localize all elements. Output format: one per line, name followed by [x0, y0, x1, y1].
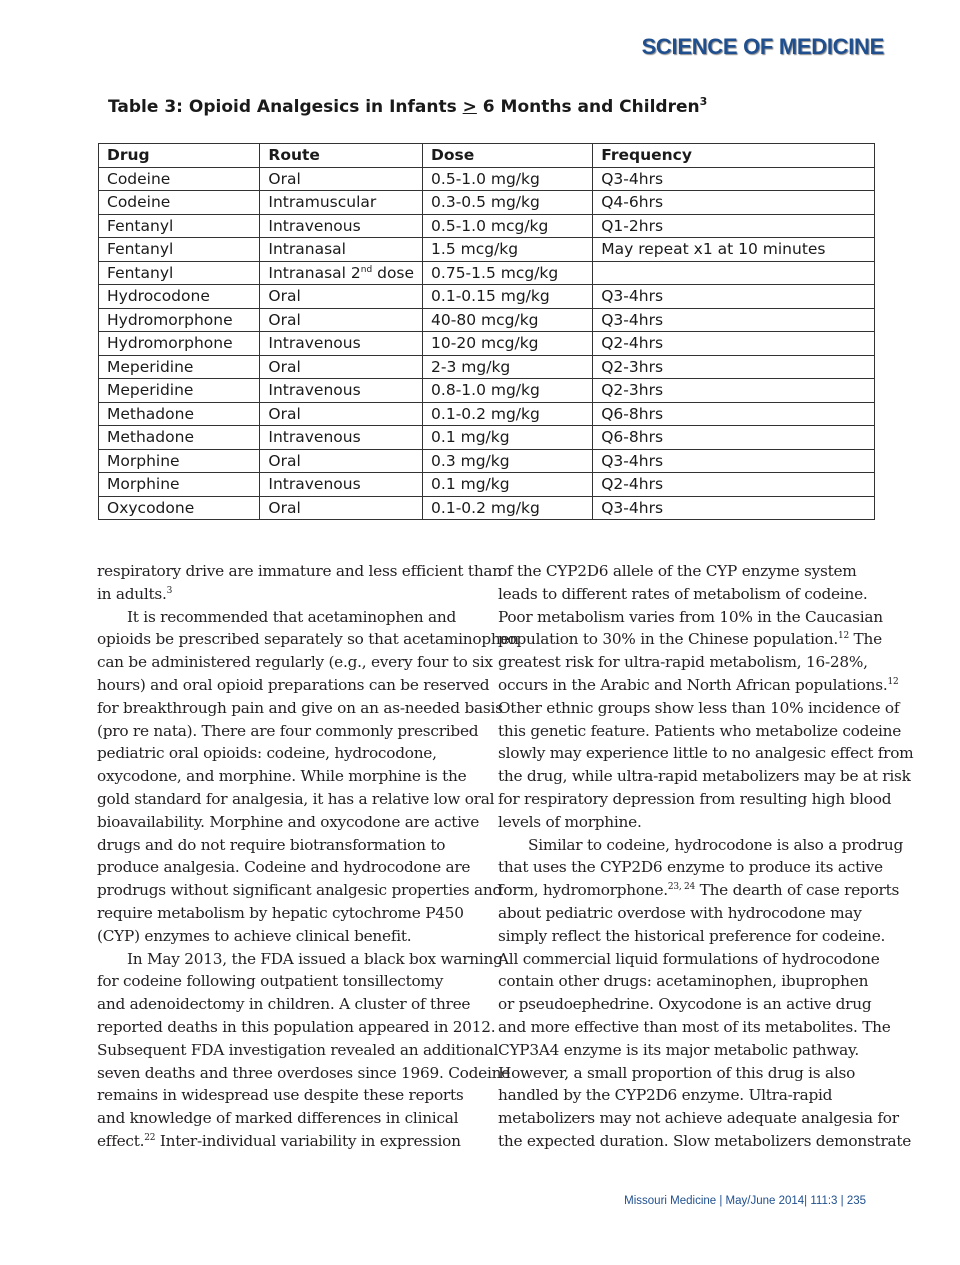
table-row	[99, 308, 875, 332]
text-line-content: However, a small proportion of this drug is also	[498, 1063, 856, 1082]
column-header-dose: Dose	[423, 144, 593, 168]
text-line-content: effect.	[97, 1131, 145, 1150]
text-line-content: Other ethnic groups show less than 10% incidence of	[498, 698, 900, 717]
text-line	[498, 970, 883, 993]
table-row	[99, 285, 875, 309]
text-line-content: greatest risk for ultra-rapid metabolism, 16-28%,	[498, 653, 868, 672]
text-line-content: and more effective than most of its metabolites. The	[498, 1017, 891, 1036]
text-line	[498, 1084, 883, 1107]
text-line-content: the expected duration. Slow metabolizers demonstrate	[498, 1131, 912, 1150]
table-title-ge-symbol: >	[462, 97, 477, 117]
text-line	[97, 560, 502, 583]
text-line	[97, 1130, 482, 1153]
text-line-content: form, hydromorphone.	[498, 881, 668, 900]
text-line-content: remains in widespread use despite these reports	[97, 1086, 464, 1105]
table-row	[99, 426, 875, 450]
cell-drug: Meperidine	[99, 379, 260, 403]
cell-route	[260, 355, 423, 379]
table-row	[99, 379, 875, 403]
citation-superscript: 12	[887, 676, 899, 687]
text-line-content: pediatric oral opioids: codeine, hydrocodone,	[97, 744, 437, 763]
text-line	[97, 925, 482, 948]
page-footer: Missouri Medicine | May/June 2014| 111:3 | 235	[624, 1195, 866, 1207]
cell-route	[260, 332, 423, 356]
text-line	[498, 674, 899, 697]
cell-frequency	[593, 261, 875, 285]
cell-drug: Meperidine	[99, 355, 260, 379]
cell-drug: Hydrocodone	[99, 285, 260, 309]
cell-route	[260, 261, 423, 285]
text-line	[498, 1130, 912, 1153]
cell-drug: Hydromorphone	[99, 332, 260, 356]
text-line-content: occurs in the Arabic and North African populations.	[498, 675, 888, 694]
cell-dose: 0.75-1.5 mcg/kg	[423, 261, 593, 285]
text-line-continuation: The dearth of case reports	[695, 881, 900, 900]
body-text-right-column	[498, 560, 914, 1153]
text-line-content: drugs and do not require biotransformation to	[97, 835, 446, 854]
cell-dose: 0.1-0.15 mg/kg	[423, 285, 593, 309]
section-header: SCIENCE OF MEDICINE	[641, 34, 884, 59]
table-row	[99, 261, 875, 285]
cell-route	[260, 191, 423, 215]
text-line-content: leads to different rates of metabolism of codeine.	[498, 584, 868, 603]
cell-dose: 0.1-0.2 mg/kg	[423, 402, 593, 426]
table-body	[99, 167, 875, 520]
table-row	[99, 496, 875, 520]
cell-route	[260, 496, 423, 520]
text-line	[97, 720, 482, 743]
text-line-content: contain other drugs: acetaminophen, ibuprophen	[498, 972, 869, 991]
text-line	[498, 788, 892, 811]
text-line-content: in adults.	[97, 584, 167, 603]
cell-frequency: May repeat x1 at 10 minutes	[593, 238, 875, 262]
text-line-content: for respiratory depression from resulting high blood	[498, 789, 892, 808]
text-line-content: or pseudoephedrine. Oxycodone is an active drug	[498, 995, 872, 1014]
cell-route-text: Intranasal	[268, 240, 346, 259]
text-line-content: prodrugs without significant analgesic properties and	[97, 881, 503, 900]
cell-route-text: Intravenous	[268, 475, 361, 494]
text-line-content: slowly may experience little to no analgesic effect from	[498, 744, 914, 763]
table-row	[99, 402, 875, 426]
cell-dose: 0.1-0.2 mg/kg	[423, 496, 593, 520]
text-line	[498, 856, 883, 879]
text-line-content: In May 2013, the FDA issued a black box warning	[127, 949, 503, 968]
text-line	[97, 879, 503, 902]
cell-route-text: Intravenous	[268, 334, 361, 353]
cell-frequency: Q3-4hrs	[593, 167, 875, 191]
cell-frequency: Q3-4hrs	[593, 308, 875, 332]
text-line-content: about pediatric overdose with hydrocodone may	[498, 903, 862, 922]
text-line-content: seven deaths and three overdoses since 1969. Codeine	[97, 1063, 511, 1082]
cell-route	[260, 402, 423, 426]
text-line	[97, 1107, 482, 1130]
text-line	[498, 720, 902, 743]
cell-route-text: Intravenous	[268, 428, 361, 447]
cell-drug: Fentanyl	[99, 214, 260, 238]
text-line-content: All commercial liquid formulations of hydrocodone	[498, 949, 880, 968]
column-header-drug: Drug	[99, 144, 260, 168]
cell-dose: 40-80 mcg/kg	[423, 308, 593, 332]
cell-drug: Methadone	[99, 426, 260, 450]
text-line	[498, 765, 911, 788]
cell-drug: Fentanyl	[99, 238, 260, 262]
text-line-content: that uses the CYP2D6 enzyme to produce its active	[498, 858, 883, 877]
text-line	[498, 925, 886, 948]
cell-dose: 2-3 mg/kg	[423, 355, 593, 379]
cell-frequency: Q3-4hrs	[593, 285, 875, 309]
cell-route-text: Oral	[268, 498, 301, 517]
text-line-content: and knowledge of marked differences in clinical	[97, 1109, 459, 1128]
text-line-content: Similar to codeine, hydrocodone is also a prodrug	[528, 835, 904, 854]
table-title	[108, 95, 707, 117]
text-line	[498, 583, 883, 606]
cell-frequency: Q4-6hrs	[593, 191, 875, 215]
table-row	[99, 332, 875, 356]
text-line-content: oxycodone, and morphine. While morphine is the	[97, 767, 467, 786]
table-header-row	[99, 144, 875, 168]
text-line	[97, 651, 493, 674]
cell-dose: 0.1 mg/kg	[423, 473, 593, 497]
text-line-content: (CYP) enzymes to achieve clinical benefit.	[97, 926, 412, 945]
citation-superscript: 12	[837, 631, 849, 642]
text-line	[97, 856, 482, 879]
table-row	[99, 167, 875, 191]
text-line-content: Poor metabolism varies from 10% in the Caucasian	[498, 607, 883, 626]
citation-superscript: 3	[166, 585, 173, 596]
citation-superscript: 22	[144, 1132, 156, 1143]
cell-frequency: Q2-3hrs	[593, 379, 875, 403]
cell-route-text: Oral	[268, 287, 301, 306]
cell-route-text: Oral	[268, 451, 301, 470]
text-line-content: Subsequent FDA investigation revealed an additional	[97, 1040, 499, 1059]
text-line-content: population to 30% in the Chinese population.	[498, 630, 838, 649]
text-line	[498, 879, 900, 902]
cell-frequency: Q6-8hrs	[593, 402, 875, 426]
cell-route-text: Oral	[268, 404, 301, 423]
text-line	[498, 993, 883, 1016]
text-line-content: handled by the CYP2D6 enzyme. Ultra-rapid	[498, 1086, 833, 1105]
table-row	[99, 473, 875, 497]
text-line-content: hours) and oral opioid preparations can be reserved	[97, 675, 490, 694]
table-row	[99, 449, 875, 473]
table-row	[99, 238, 875, 262]
cell-route	[260, 449, 423, 473]
cell-frequency: Q2-4hrs	[593, 332, 875, 356]
cell-route	[260, 214, 423, 238]
table-row	[99, 214, 875, 238]
cell-drug: Codeine	[99, 167, 260, 191]
cell-route-text: Oral	[268, 357, 301, 376]
cell-route-text: Oral	[268, 310, 301, 329]
text-line-content: (pro re nata). There are four commonly prescribed	[97, 721, 479, 740]
text-line	[498, 560, 883, 583]
cell-route	[260, 426, 423, 450]
text-line-content: and adenoidectomy in children. A cluster of three	[97, 995, 471, 1014]
cell-route-text: Intravenous	[268, 216, 361, 235]
text-line-content: the drug, while ultra-rapid metabolizers may be at risk	[498, 767, 911, 786]
text-line	[498, 811, 883, 834]
cell-route-text: Intranasal 2	[268, 263, 361, 282]
text-line-content: respiratory drive are immature and less efficient than	[97, 562, 502, 580]
cell-drug: Oxycodone	[99, 496, 260, 520]
cell-drug: Morphine	[99, 449, 260, 473]
text-line	[97, 674, 490, 697]
cell-route-text: Oral	[268, 169, 301, 188]
text-line	[97, 765, 482, 788]
cell-dose: 0.5-1.0 mcg/kg	[423, 214, 593, 238]
column-header-frequency: Frequency	[593, 144, 875, 168]
text-line	[97, 834, 482, 857]
text-line-content: this genetic feature. Patients who metabolize codeine	[498, 721, 902, 740]
cell-frequency: Q2-3hrs	[593, 355, 875, 379]
text-line-content: require metabolism by hepatic cytochrome P450	[97, 903, 464, 922]
text-line	[97, 1084, 482, 1107]
cell-frequency: Q2-4hrs	[593, 473, 875, 497]
cell-route-text: Intramuscular	[268, 193, 377, 212]
text-line-content: bioavailability. Morphine and oxycodone are active	[97, 812, 480, 831]
text-line	[97, 628, 519, 651]
cell-frequency: Q1-2hrs	[593, 214, 875, 238]
text-line-content: reported deaths in this population appeared in 2012.	[97, 1017, 496, 1036]
text-line-content: levels of morphine.	[498, 812, 642, 831]
text-line	[498, 1039, 883, 1062]
text-line	[498, 651, 883, 674]
cell-drug: Fentanyl	[99, 261, 260, 285]
text-line	[498, 834, 904, 857]
cell-route	[260, 308, 423, 332]
cell-drug: Methadone	[99, 402, 260, 426]
text-line-content: simply reflect the historical preference for codeine.	[498, 926, 886, 945]
column-header-route: Route	[260, 144, 423, 168]
cell-dose: 0.5-1.0 mg/kg	[423, 167, 593, 191]
text-line	[97, 970, 482, 993]
text-line-continuation: The	[848, 630, 882, 649]
text-line-content: produce analgesia. Codeine and hydrocodone are	[97, 858, 471, 877]
cell-dose: 1.5 mcg/kg	[423, 238, 593, 262]
text-line	[498, 948, 883, 971]
cell-frequency: Q3-4hrs	[593, 496, 875, 520]
table-row	[99, 191, 875, 215]
text-line	[97, 811, 482, 834]
cell-route-suffix: dose	[372, 263, 415, 282]
cell-frequency: Q6-8hrs	[593, 426, 875, 450]
table-title-prefix: Table 3: Opioid Analgesics in Infants	[108, 97, 463, 117]
cell-frequency: Q3-4hrs	[593, 449, 875, 473]
text-line	[97, 697, 503, 720]
cell-route	[260, 285, 423, 309]
text-line-content: gold standard for analgesia, it has a relative low oral	[97, 789, 495, 808]
text-line	[97, 1062, 511, 1085]
text-line	[498, 628, 883, 651]
text-line	[97, 788, 495, 811]
text-line	[498, 1107, 899, 1130]
cell-drug: Hydromorphone	[99, 308, 260, 332]
text-line-content: for codeine following outpatient tonsillectomy	[97, 972, 444, 991]
cell-dose: 0.3-0.5 mg/kg	[423, 191, 593, 215]
text-line-continuation: Inter-individual variability in expression	[155, 1131, 461, 1150]
cell-dose: 0.3 mg/kg	[423, 449, 593, 473]
text-line-content: can be administered regularly (e.g., every four to six	[97, 653, 493, 672]
text-line	[97, 948, 503, 971]
text-line	[498, 742, 914, 765]
text-line	[498, 902, 883, 925]
text-line-content: of the CYP2D6 allele of the CYP enzyme system	[498, 562, 857, 580]
text-line	[97, 993, 482, 1016]
text-line	[97, 606, 482, 629]
text-line	[97, 583, 482, 606]
text-line-content: opioids be prescribed separately so that acetaminophen	[97, 630, 519, 649]
cell-route-ordinal: nd	[360, 264, 373, 275]
cell-route	[260, 473, 423, 497]
text-line	[97, 1016, 496, 1039]
text-line	[498, 1016, 891, 1039]
cell-route-text: Intravenous	[268, 381, 361, 400]
opioid-dosing-table	[98, 143, 875, 520]
table-title-mid: 6 Months and Children	[476, 97, 700, 117]
text-line	[498, 606, 883, 629]
table-row	[99, 355, 875, 379]
cell-dose: 0.1 mg/kg	[423, 426, 593, 450]
text-line-content: CYP3A4 enzyme is its major metabolic pathway.	[498, 1040, 859, 1059]
cell-dose: 10-20 mcg/kg	[423, 332, 593, 356]
text-line	[97, 742, 482, 765]
cell-drug: Codeine	[99, 191, 260, 215]
text-line-content: for breakthrough pain and give on an as-needed basis	[97, 698, 503, 717]
cell-route	[260, 167, 423, 191]
text-line-content: metabolizers may not achieve adequate analgesia for	[498, 1109, 899, 1128]
citation-superscript: 23, 24	[667, 882, 696, 893]
text-line-content: It is recommended that acetaminophen and	[127, 607, 456, 626]
cell-route	[260, 238, 423, 262]
cell-dose: 0.8-1.0 mg/kg	[423, 379, 593, 403]
text-line	[498, 1062, 883, 1085]
text-line	[97, 1039, 499, 1062]
text-line	[498, 697, 900, 720]
cell-route	[260, 379, 423, 403]
body-text-left-column	[97, 560, 519, 1153]
text-line	[97, 902, 482, 925]
cell-drug: Morphine	[99, 473, 260, 497]
table-title-reference: 3	[699, 95, 708, 108]
